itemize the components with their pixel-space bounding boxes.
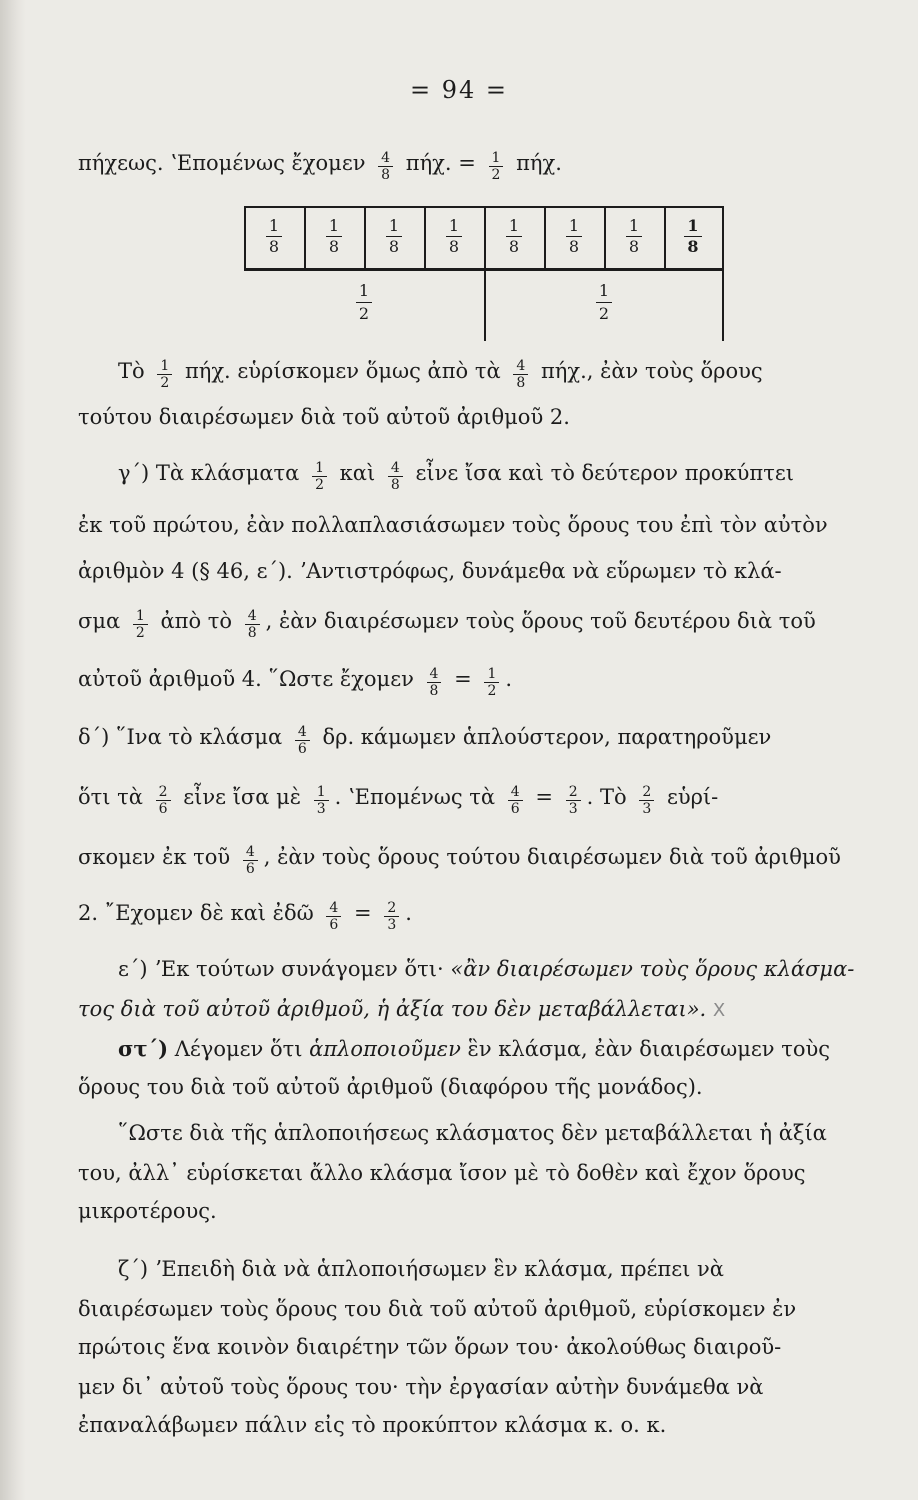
text-line-23: μεν δι᾽ αὐτοῦ τοὺς ὅρους του· τὴν ἐργασίαν αὐτὴν δυνάμεθα νὰ (78, 1375, 764, 1399)
text-line-1: πήχεως. ʽΕπομένως ἔχομεν $\frac{4}{8}$ πήχ. = $\frac{1}{2}$ πήχ. (78, 150, 562, 183)
text-line-2: Τὸ $\frac{1}{2}$ πήχ. εὑρίσκομεν ὅμως ἀπὸ τὰ $\frac{4}{8}$ πήχ., ἐὰν τοὺς ὅρους (118, 358, 763, 391)
fraction: 1 2 (596, 280, 612, 325)
eighth-cell-5 (485, 214, 543, 255)
fraction: $\frac{1}{2}$ (133, 608, 148, 641)
fraction: 1 8 (266, 216, 282, 257)
text-line-11: σκομεν ἐκ τοῦ $\frac{4}{6}$ , ἐὰν τοὺς ὅρους τούτου διαιρέσωμεν διὰ τοῦ ἀριθμοῦ (78, 844, 841, 877)
text-line-14: τος διὰ τοῦ αὐτοῦ ἀριθμοῦ, ἡ ἀξία του δὲν μεταβάλλεται». X (78, 997, 726, 1021)
half-cell-1 (244, 278, 484, 323)
fraction: 1 8 (566, 216, 582, 257)
eighth-cell-7 (605, 214, 663, 255)
fraction: $\frac{1}{2}$ (484, 666, 499, 699)
fraction: $\frac{1}{2}$ (157, 358, 172, 391)
text-line-3: τούτου διαιρέσωμεν διὰ τοῦ αὐτοῦ ἀριθμοῦ 2. (78, 405, 570, 429)
fraction-4-8: $\frac{4}{8}$ (378, 150, 393, 183)
fraction: $\frac{4}{8}$ (388, 460, 403, 493)
pencil-mark: X (712, 1000, 726, 1021)
fraction: $\frac{4}{6}$ (295, 724, 310, 757)
text-line-18: του, ἀλλ᾽ εὑρίσκεται ἄλλο κλάσμα ἴσον μὲ τὸ δοθὲν καὶ ἔχον ὅρους (78, 1161, 806, 1185)
text-line-6: ἀριθμὸν 4 (§ 46, ε΄). ʼΑντιστρόφως, δυνάμεθα νὰ εὕρωμεν τὸ κλά- (78, 559, 782, 583)
text-line-10: ὅτι τὰ $\frac{2}{6}$ εἶνε ἴσα μὲ $\frac{1}{3}$ . ʽΕπομένως τὰ $\frac{4}{6}$ = $\frac{2}{3}$ . Τὸ $\frac{2}{3}$ εὑρί- (78, 784, 719, 817)
fraction: $\frac{4}{8}$ (513, 358, 528, 391)
text-line-9: δ΄) ῞Ινα τὸ κλάσμα $\frac{4}{6}$ δρ. κάμωμεν ἁπλούστερον, παρατηροῦμεν (78, 724, 772, 757)
fraction: 1 8 (446, 216, 462, 257)
text-line-4: γ΄) Τὰ κλάσματα $\frac{1}{2}$ καὶ $\frac{4}{8}$ εἶνε ἴσα καὶ τὸ δεύτερον προκύπτει (118, 460, 794, 493)
eighth-cell-4 (425, 214, 483, 255)
text-line-7: σμα $\frac{1}{2}$ ἀπὸ τὸ $\frac{4}{8}$ , ἐὰν διαιρέσωμεν τοὺς ὅρους τοῦ δευτέρου διὰ τοῦ (78, 608, 816, 641)
diagram-rule (722, 206, 724, 268)
fraction: $\frac{2}{3}$ (566, 784, 581, 817)
fraction: $\frac{4}{8}$ (427, 666, 442, 699)
text-line-19: μικροτέρους. (78, 1199, 217, 1223)
fraction: $\frac{2}{3}$ (639, 784, 654, 817)
text-line-16: ὅρους του διὰ τοῦ αὐτοῦ ἀριθμοῦ (διαφόρου τῆς μονάδος). (78, 1075, 703, 1099)
text-line-21: διαιρέσωμεν τοὺς ὅρους του διὰ τοῦ αὐτοῦ ἀριθμοῦ, εὑρίσκομεν ἐν (78, 1297, 797, 1321)
text-line-13: ε΄) ʼΕκ τούτων συνάγομεν ὅτι· «ἂν διαιρέσωμεν τοὺς ὅρους κλάσμα- (118, 957, 855, 981)
text-line-12: 2. ῎Εχομεν δὲ καὶ ἐδῶ $\frac{4}{6}$ = $\frac{2}{3}$ . (78, 900, 412, 933)
fraction: $\frac{4}{6}$ (326, 900, 341, 933)
fraction: 1 8 (506, 216, 522, 257)
eighth-cell-2 (305, 214, 363, 255)
fraction: 1 8 (386, 216, 402, 257)
fraction-bar-diagram (244, 206, 724, 342)
page-spine-shadow (0, 0, 26, 1500)
fraction-1-2: $\frac{1}{2}$ (489, 150, 504, 183)
text-line-22: πρώτοις ἕνα κοινὸν διαιρέτην τῶν ὅρων του· ἀκολούθως διαιροῦ- (78, 1335, 782, 1359)
fraction: $\frac{2}{6}$ (156, 784, 171, 817)
fraction: 1 8 (684, 216, 701, 257)
fraction: 1 2 (356, 280, 372, 325)
eighth-cell-8 (664, 214, 722, 255)
fraction: $\frac{1}{3}$ (314, 784, 329, 817)
fraction: 1 8 (626, 216, 642, 257)
text-line-8: αὐτοῦ ἀριθμοῦ 4. ῞Ωστε ἔχομεν $\frac{4}{8}$ = $\frac{1}{2}$ . (78, 666, 513, 699)
text-line-15: στ΄) Λέγομεν ὅτι ἁπλοποιοῦμεν ἓν κλάσμα, ἐὰν διαιρέσωμεν τοὺς (118, 1036, 831, 1061)
eighth-cell-1 (245, 214, 303, 255)
fraction: $\frac{4}{6}$ (243, 844, 258, 877)
fraction: 1 8 (326, 216, 342, 257)
eighth-cell-6 (545, 214, 603, 255)
fraction: $\frac{1}{2}$ (312, 460, 327, 493)
fraction: $\frac{2}{3}$ (384, 900, 399, 933)
fraction: $\frac{4}{6}$ (508, 784, 523, 817)
half-cell-2 (484, 278, 724, 323)
fraction: $\frac{4}{8}$ (245, 608, 260, 641)
text-line-20: ζ΄) ʼΕπειδὴ διὰ νὰ ἁπλοποιήσωμεν ἓν κλάσμα, πρέπει νὰ (118, 1257, 724, 1281)
eighth-cell-3 (365, 214, 423, 255)
text-line-24: ἐπαναλάβωμεν πάλιν εἰς τὸ προκύπτον κλάσμα κ. ο. κ. (78, 1413, 667, 1437)
text-line-17: ῞Ωστε διὰ τῆς ἁπλοποιήσεως κλάσματος δὲν μεταβάλλεται ἡ ἀξία (118, 1121, 827, 1145)
page-number: = 94 = (409, 76, 508, 104)
text-line-5: ἐκ τοῦ πρώτου, ἐὰν πολλαπλασιάσωμεν τοὺς ὅρους του ἐπὶ τὸν αὐτὸν (78, 513, 828, 537)
